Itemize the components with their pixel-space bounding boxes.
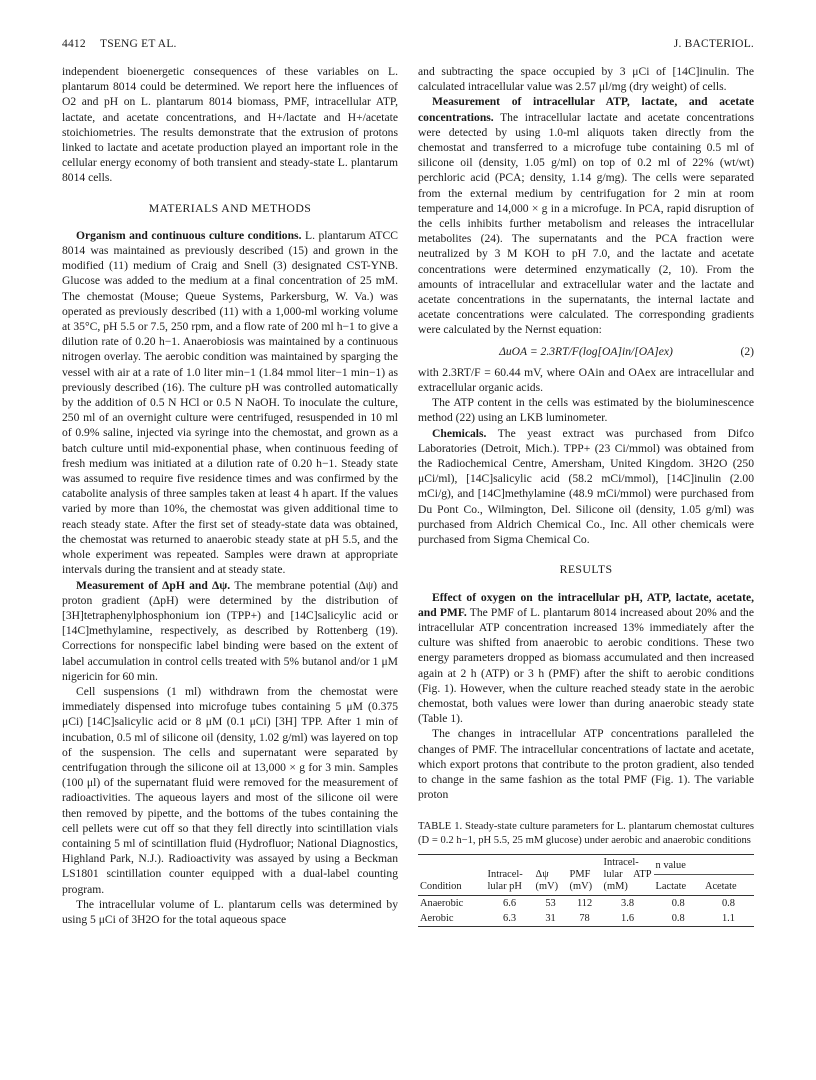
intracellular-volume-paragraph: The intracellular volume of L. plantarum cells was determined by using 5 μCi of 3H2O for the total aqueous space <box>62 897 398 926</box>
table-header-row <box>418 854 754 875</box>
cell-condition: Anaerobic <box>420 897 464 909</box>
atp-changes-paragraph: The changes in intracellular ATP concentrations paralleled the changes of PMF. The intracellular concentrations of lactate and acetate, which export protons that contribute to the proton gradient, also tended to change in the same fashion as the total PMF (Fig. 1). The variable proton <box>418 727 754 802</box>
oxygen-effect-paragraph <box>418 590 754 727</box>
col-n-value: n value <box>654 854 754 875</box>
dph-text: The membrane potential (Δψ) and proton gradient (ΔpH) were determined by the distribution of [3H]tetraphenylphosphonium ion (TPP+) and [14C]salicylic acid or [14C]methylamine, respectively, as described by Rottenberg (19). Corrections for nonspecific label binding were based on the extent of label accumulation in control cells treated with 5% butanol and/or 1 μM nigericin for 60 min. <box>62 578 398 683</box>
intro-paragraph: independent bioenergetic consequences of these variables on L. plantarum 8014 could be determined. We report here the influences of O2 and pH on L. plantarum 8014 biomass, PMF, intracellular ATP, lactate, and acetate concentrations, and H+/lactate and H+/acetate stoichiometries. The results demonstrate that the extrusion of protons linked to lactate and acetate production played an important role in the cellular energy economy of both transient and steady-state L. plantarum 8014 cells. <box>62 65 398 185</box>
col-acetate: Acetate <box>704 880 737 892</box>
table-caption: TABLE 1. Steady-state culture parameters for L. plantarum chemostat cultures (D = 0.2 h−1, pH 5.5, 25 mM glucose) under aerobic and anaerobic conditions <box>418 821 754 846</box>
running-authors: TSENG ET AL. <box>100 38 177 50</box>
col-intracellular-atp: Intracel-lular ATP (mM) <box>603 856 652 892</box>
oxygen-effect-text: The PMF of L. plantarum 8014 increased about 20% and the intracellular ATP concentration increased 13% immediately after the culture was shifted from anaerobic to aerobic conditions. These two energy parameters dropped as biomass accumulated and then increased again at 2 h (ATP) or 3 h (PMF) after the shift to aerobic conditions (Fig. 1). However, when the culture reached steady state in the aerobic chemostat, both values were lower than during anaerobic steady state (Table 1). <box>418 605 754 726</box>
left-column <box>62 64 398 927</box>
cell-acetate: 1.1 <box>721 912 735 924</box>
cell-pmf: 112 <box>576 897 593 909</box>
cell-atp: 3.8 <box>621 897 635 909</box>
cell-dpsi: 53 <box>545 897 556 909</box>
atp-method-subheading: Measurement of intracellular ATP, lactate, and acetate concentrations. <box>418 95 754 124</box>
culture-subheading: Organism and continuous culture conditions. <box>76 228 302 242</box>
equation-explanation: with 2.3RT/F = 60.44 mV, where OAin and OAex are intracellular and extracellular organic acids. <box>418 365 754 395</box>
cell-lactate: 0.8 <box>671 897 685 909</box>
atp-method-text: The intracellular lactate and acetate concentrations were detected by using 1.0-ml aliquots taken directly from the chemostat and transferred to a microfuge tube containing 0.5 ml of silicone oil (density, 1.05 g/ml) on top of 0.2 ml of 22% (wt/wt) perchloric acid (PCA; density, 1.14 g/mg). The cells were separated from the external medium by centrifugation for 2 min at room temperature and 14,000 × g in a microfuge. In PCA, rapid disruption of the cells inhibits further metabolism and releases the intracellular metabolites (24). The supernatants and the PCA fraction were neutralized by 3 M KOH to pH 7.0, and the lactate and acetate concentrations were determined enzymatically (2, 10). From the amounts of intracellular and extracellular water and the lactate and acetate concentrations in the supernatants, the internal lactate and acetate concentrations were calculated. The corresponding gradients were calculated by the Nernst equation: <box>418 110 754 337</box>
cell-pmf: 78 <box>579 912 590 924</box>
dph-paragraph <box>62 578 398 684</box>
table-row <box>418 895 754 911</box>
cell-suspension-paragraph: Cell suspensions (1 ml) withdrawn from the chemostat were immediately dispensed into microfuge tubes containing 5 μM (0.375 μCi) [14C]salicylic acid or 8 μM (0.1 μCi) [3H] TPP. After 1 min of incubation, 0.5 ml of silicone oil (density, 1.02 g/ml) was layered on top of the suspension. The cells and supernatant were separated by centrifugation through the silicone oil at 13,000 × g for 3 min. Samples (100 μl) of the supernatant fluid were removed for the measurement of radioactivities. The aqueous layers and most of the silicone oil were then removed by pipette, and the bottoms of the tubes containing the cell pellets were cut off so that they fell directly into scintillation vials containing 5 ml of scintillation fluid (Hydrofluor; National Diagnostics, Highland Park, N.J.). Radioactivity was assayed by using a Beckman LS1801 scintillation counter equipped with a dual-label counting program. <box>62 684 398 896</box>
page-number: 4412 <box>62 38 86 50</box>
nernst-equation <box>418 344 754 359</box>
culture-paragraph <box>62 228 398 578</box>
cell-ph: 6.3 <box>503 912 517 924</box>
running-header <box>62 38 754 54</box>
journal-name: J. BACTERIOL. <box>673 38 754 50</box>
dph-subheading: Measurement of ΔpH and Δψ. <box>76 578 231 592</box>
results-heading: RESULTS <box>559 562 613 577</box>
col-pmf: PMF (mV) <box>569 868 593 892</box>
methods-heading: MATERIALS AND METHODS <box>148 200 312 215</box>
chemicals-paragraph <box>418 426 754 548</box>
equation-text: ΔuOA = 2.3RT/F(log[OA]in/[OA]ex) <box>499 344 673 358</box>
atp-bioluminescence-paragraph: The ATP content in the cells was estimated by the bioluminescence method (22) using an LKB luminometer. <box>418 396 754 425</box>
col-condition: Condition <box>420 880 462 892</box>
cell-ph: 6.6 <box>503 897 517 909</box>
inulin-paragraph: and subtracting the space occupied by 3 μCi of [14C]inulin. The calculated intracellular value was 2.57 μl/mg (dry weight) of cells. <box>418 65 754 94</box>
cell-atp: 1.6 <box>621 912 635 924</box>
chemicals-text: The yeast extract was purchased from Difco Laboratories (Detroit, Mich.). TPP+ (23 Ci/mmol) was obtained from the Radiochemical Centre, Amersham, United Kingdom. 3H2O (250 μCi/ml), [14C]salicylic acid (58.2 mCi/mmol), [14C]inulin (2.00 mCi/g), and [14C]methylamine (48.9 mCi/mmol) were purchased from Du Pont Co., Wilmington, Del. Silicone oil (density, 1.05 g/ml) was purchased from Aldrich Chemical Co., Inc. All other chemicals were purchased from Sigma Chemical Co. <box>418 426 754 547</box>
cell-condition: Aerobic <box>420 912 454 924</box>
cell-dpsi: 31 <box>545 912 556 924</box>
culture-text: L. plantarum ATCC 8014 was maintained as previously described (15) and grown in the modified (11) medium of Craig and Snell (3) designated CST-YNB. Glucose was added to the medium at a final concentration of 25 mM. The chemostat (Mouse; Queue Systems, Parkersburg, W. Va.) was operated as previously described (11) with a 1,000-ml working volume at 35°C, pH 5.5 or 7.5, 250 rpm, and a flow rate of 200 ml h−1 to give a dilution rate of 0.20 h−1. Anaerobiosis was maintained by a continuous nitrogen overlay. The aerobic condition was maintained by sparging the vessel with air at a rate of 1.0 liter min−1 (1.84 mmol liter−1 min−1) as previously described (16). The culture pH was controlled automatically by the addition of 0.5 N HCl or 0.5 N NaOH. To inoculate the culture, 250 ml of an overnight culture were centrifuged, resuspended in 10 ml of 0.9% saline, injected via syringe into the chemostat, and grown as a batch culture until mid-exponential phase, when continuous feeding of fresh medium was initiated at a dilution rate of 0.20 h−1. Steady state was assumed to require five residence times and was confirmed by the catabolite analysis of three samples taken at least 4 h apart. If the values varied by more than 10%, the chemostat was given additional time to reach steady state. After the first set of steady-state data was obtained, the chemostat was returned to anaerobic steady state at pH 5.5, and the whole experiment was repeated. Samples were drawn at appropriate intervals during the transient and at steady state. <box>62 228 398 577</box>
oxygen-effect-subheading: Effect of oxygen on the intracellular pH, ATP, lactate, acetate, and PMF. <box>418 590 754 619</box>
col-intracellular-ph: Intracel-lular pH <box>487 868 523 892</box>
equation-number: (2) <box>740 344 754 358</box>
cell-acetate: 0.8 <box>721 897 735 909</box>
steady-state-table <box>418 854 754 927</box>
atp-method-paragraph <box>418 94 754 337</box>
chemicals-subheading: Chemicals. <box>432 426 487 440</box>
col-lactate: Lactate <box>655 880 687 892</box>
cell-lactate: 0.8 <box>671 912 685 924</box>
col-dpsi: Δψ (mV) <box>535 868 559 892</box>
table-row <box>418 911 754 927</box>
right-column <box>418 64 754 927</box>
